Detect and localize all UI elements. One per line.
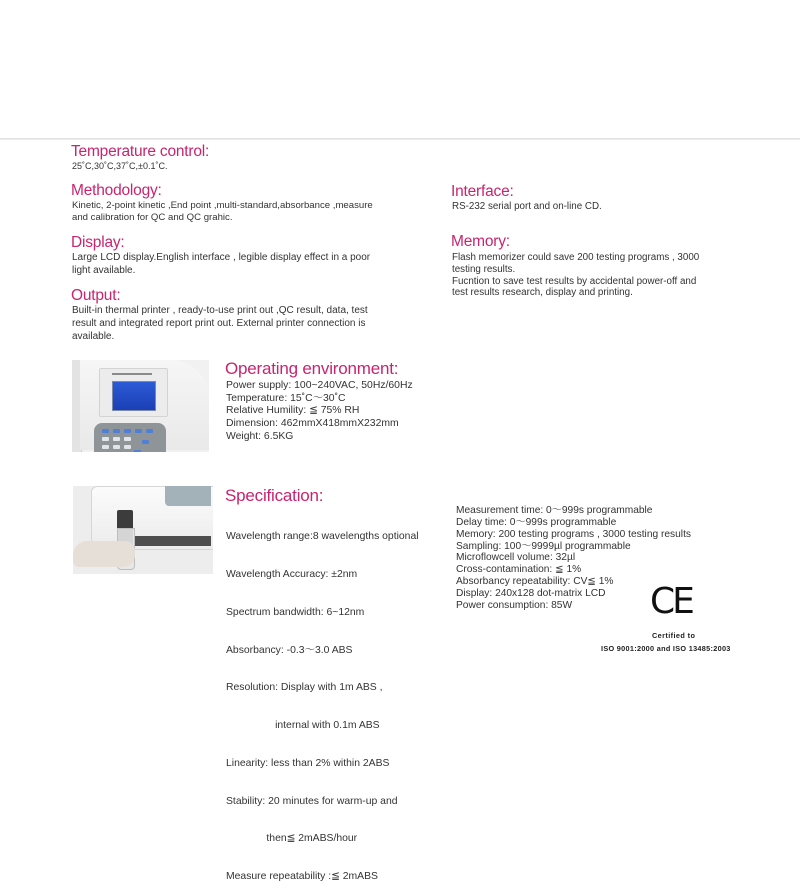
heading-output: Output: — [71, 287, 121, 304]
iso-certification-text: ISO 9001:2000 and ISO 13485:2003 — [601, 644, 731, 653]
ce-mark-icon: CE — [650, 581, 692, 622]
interface-text: RS-232 serial port and on-line CD. — [452, 201, 602, 212]
heading-methodology: Methodology: — [71, 182, 162, 199]
sample-insertion-photo — [73, 486, 213, 574]
specification-list-left: Wavelength range:8 wavelengths optional Wavelength Accuracy: ±2nm Spectrum bandwidth: 6~12nm Absorbancy: -0.3～3.0 ABS Resolution: Display with 1m ABS , internal with 0.1m ABS Linearity: less than 2% within 2ABS Stability: 20 minutes for warm-up and then≦ 2mABS/hour Measure repeatability :≦ 2mABS — [226, 531, 419, 883]
memory-text: Flash memorizer could save 200 testing programs , 3000 testing results. Fucntion to save test results by accidental power-off and test results research, display and printing. — [452, 252, 700, 299]
display-text: Large LCD display.English interface , legible display effect in a poor light available. — [72, 252, 371, 276]
heading-display: Display: — [71, 234, 125, 251]
analyzer-panel-photo — [72, 360, 209, 452]
heading-interface: Interface: — [451, 183, 514, 200]
methodology-text: Kinetic, 2-point kinetic ,End point ,multi-standard,absorbance ,measure and calibration for QC and QC grahic. — [72, 200, 373, 223]
output-text: Built-in thermal printer , ready-to-use print out ,QC result, data, test result and integrated report print out. External printer connection is available. — [72, 305, 368, 342]
heading-temperature-control: Temperature control: — [71, 143, 210, 160]
operating-environment-list: Power supply: 100~240VAC, 50Hz/60Hz Temperature: 15˚C～30˚C Relative Humility: ≦ 75% RH Dimension: 462mmX418mmX232mm Weight: 6.5KG — [226, 380, 413, 442]
certified-to-label: Certified to — [652, 631, 696, 640]
heading-memory: Memory: — [451, 233, 510, 250]
temperature-control-text: 25˚C,30˚C,37˚C,±0.1˚C. — [72, 161, 168, 171]
heading-specification: Specification: — [225, 486, 324, 505]
top-divider — [0, 138, 800, 140]
heading-operating-environment: Operating environment: — [225, 359, 399, 378]
specification-list-right: Measurement time: 0～999s programmable Delay time: 0～999s programmable Memory: 200 testing programs , 3000 testing results Sampling: 100～9999µl programmable Microflowcell volume: 32µl Cross-contamination: ≦ 1% Absorbancy repeatability: CV≦ 1% Display: 240x128 dot-matrix LCD Power consumption: 85W — [456, 505, 691, 611]
